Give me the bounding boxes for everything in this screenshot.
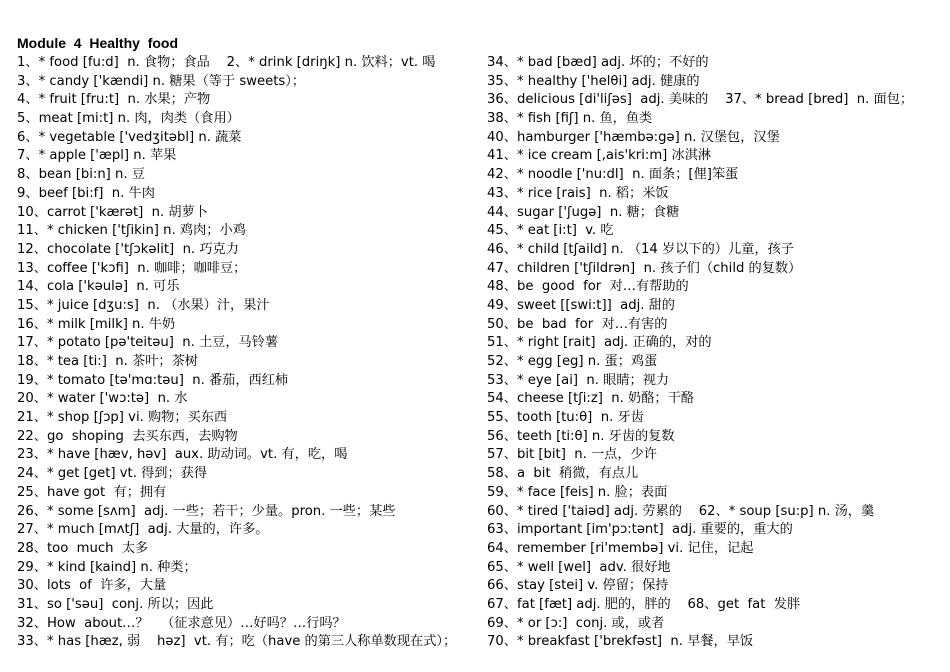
right-column: [487, 54, 947, 652]
vocab-entry: 14、cola ['kəulə] n. 可乐: [17, 279, 180, 295]
vocab-entry: 59、* face [feis] n. 脸；表面: [487, 484, 668, 500]
vocab-entry: 48、be good for 对…有帮助的: [487, 279, 689, 295]
vocab-entry: 54、cheese [tʃi:z] n. 奶酪；干酪: [487, 391, 694, 407]
left-column: [17, 54, 482, 652]
vocab-entry: 36、delicious [di'liʃəs] adj. 美味的 37、* bread [bred] n. 面包；: [487, 92, 914, 108]
vocab-entry: 56、teeth [ti:θ] n. 牙齿的复数: [487, 428, 675, 444]
vocab-entry: 18、* tea [ti:] n. 茶叶；茶树: [17, 354, 198, 369]
vocab-entry: 9、beef [bi:f] n. 牛肉: [17, 185, 155, 201]
vocab-entry: 5、meat [mi:t] n. 肉，肉类（食用）: [17, 111, 240, 127]
vocab-entry: 29、* kind [kaind] n. 种类；: [17, 559, 197, 575]
vocab-entry: 25、have got 有；拥有: [17, 484, 167, 500]
vocab-entry: 55、tooth [tu:θ] n. 牙齿: [487, 410, 644, 426]
vocab-entry: 1、* food [fu:d] n. 食物；食品 2、* drink [driŋk] n. 饮料；vt. 喝: [17, 55, 436, 70]
vocab-entry: 66、stay [stei] v. 停留；保持: [487, 578, 669, 594]
vocab-entry: 57、bit [bit] n. 一点，少许: [487, 447, 657, 463]
vocab-entry: 49、sweet [[swi:t]] adj. 甜的: [487, 297, 675, 313]
vocab-entry: 41、* ice cream [,ais'kri:m] 冰淇淋: [487, 148, 712, 164]
vocab-entry: 4、* fruit [fru:t] n. 水果；产物: [17, 92, 211, 108]
vocab-entry: 20、* water ['wɔ:tə] n. 水: [17, 391, 188, 407]
vocab-entry: 16、* milk [milk] n. 牛奶: [17, 316, 176, 332]
vocab-entry: 10、carrot ['kærət] n. 胡萝卜: [17, 204, 208, 220]
vocab-entry: 45、* eat [i:t] v. 吃: [487, 223, 614, 239]
vocab-entry: 32、How about…？ （征求意见）…好吗？…行吗？: [17, 615, 346, 631]
vocab-entry: 33、* has [hæz, 弱 həz] vt. 有；吃（have 的第三人称单数现在式）；: [17, 634, 457, 650]
vocab-entry: 35、* healthy ['helθi] adj. 健康的: [487, 73, 700, 89]
vocab-entry: 22、go shoping 去买东西，去购物: [17, 428, 238, 444]
vocab-entry: 46、* child [tʃaild] n. （14 岁以下的）儿童，孩子: [487, 241, 794, 257]
vocab-entry: 26、* some [sʌm] adj. 一些；若干；少量。pron. 一些；某些: [17, 503, 396, 519]
vocab-entry: 31、so ['səu] conj. 所以；因此: [17, 596, 214, 612]
vocab-entry: 12、chocolate ['tʃɔkəlit] n. 巧克力: [17, 241, 239, 257]
vocab-entry: 50、be bad for 对…有害的: [487, 316, 668, 332]
vocab-entry: 23、* have [hæv, həv] aux. 助动词。vt. 有，吃，喝: [17, 447, 348, 463]
vocab-entry: 70、* breakfast ['brekfəst] n. 早餐，早饭: [487, 634, 754, 650]
vocab-entry: 21、* shop [ʃɔp] vi. 购物；买东西: [17, 410, 228, 426]
vocab-entry: 11、* chicken ['tʃikin] n. 鸡肉；小鸡: [17, 223, 246, 239]
vocab-entry: 27、* much [mʌtʃ] adj. 大量的，许多。: [17, 522, 269, 538]
vocab-entry: 58、a bit 稍微，有点儿: [487, 466, 639, 482]
vocab-entry: 8、bean [bi:n] n. 豆: [17, 167, 145, 183]
vocab-entry: 51、* right [rait] adj. 正确的，对的: [487, 335, 712, 351]
vocab-entry: 17、* potato [pə'teitəu] n. 土豆，马铃薯: [17, 335, 279, 351]
vocab-entry: 52、* egg [eg] n. 蛋；鸡蛋: [487, 354, 658, 369]
vocab-entry: 19、* tomato [tə'mɑ:təu] n. 番茄，西红柿: [17, 372, 289, 388]
vocab-entry: 65、* well [wel] adv. 很好地: [487, 559, 671, 575]
vocab-entry: 7、* apple ['æpl] n. 苹果: [17, 148, 177, 164]
page-title: Module 4 Healthy food: [17, 35, 179, 51]
vocab-entry: 42、* noodle ['nu:dl] n. 面条；[俚]笨蛋: [487, 167, 739, 183]
vocab-entry: 63、important [im'pɔ:tənt] adj. 重要的，重大的: [487, 522, 793, 538]
vocab-entry: 47、children ['tʃildrən] n. 孩子们（child 的复数）: [487, 260, 802, 276]
vocab-entry: 69、* or [ɔ:] conj. 或，或者: [487, 615, 665, 631]
vocab-entry: 24、* get [get] vt. 得到；获得: [17, 466, 208, 482]
vocab-entry: 34、* bad [bæd] adj. 坏的；不好的: [487, 55, 709, 70]
vocab-entry: 38、* fish [fiʃ] n. 鱼，鱼类: [487, 111, 653, 127]
vocab-entry: 67、fat [fæt] adj. 肥的，胖的 68、get fat 发胖: [487, 596, 801, 612]
vocab-entry: 15、* juice [dʒu:s] n. （水果）汁，果汁: [17, 297, 270, 313]
vocab-entry: 64、remember [ri'membə] vi. 记住，记起: [487, 540, 754, 556]
vocab-entry: 40、hamburger ['hæmbə:gə] n. 汉堡包，汉堡: [487, 129, 780, 145]
vocab-entry: 30、lots of 许多，大量: [17, 578, 167, 594]
vocab-entry: 53、* eye [ai] n. 眼睛；视力: [487, 372, 670, 388]
vocab-entry: 13、coffee ['kɔfi] n. 咖啡；咖啡豆；: [17, 260, 247, 276]
vocab-entry: 3、* candy ['kændi] n. 糖果（等于 sweets）；: [17, 73, 306, 89]
vocab-entry: 28、too much 太多: [17, 540, 149, 556]
vocab-entry: 6、* vegetable ['vedʒitəbl] n. 蔬菜: [17, 129, 242, 145]
vocab-entry: 44、sugar ['ʃugə] n. 糖；食糖: [487, 204, 680, 220]
vocab-entry: 43、* rice [rais] n. 稻；米饭: [487, 185, 669, 201]
vocab-entry: 60、* tired ['taiəd] adj. 劳累的 62、* soup [su:p] n. 汤，羹: [487, 503, 875, 519]
